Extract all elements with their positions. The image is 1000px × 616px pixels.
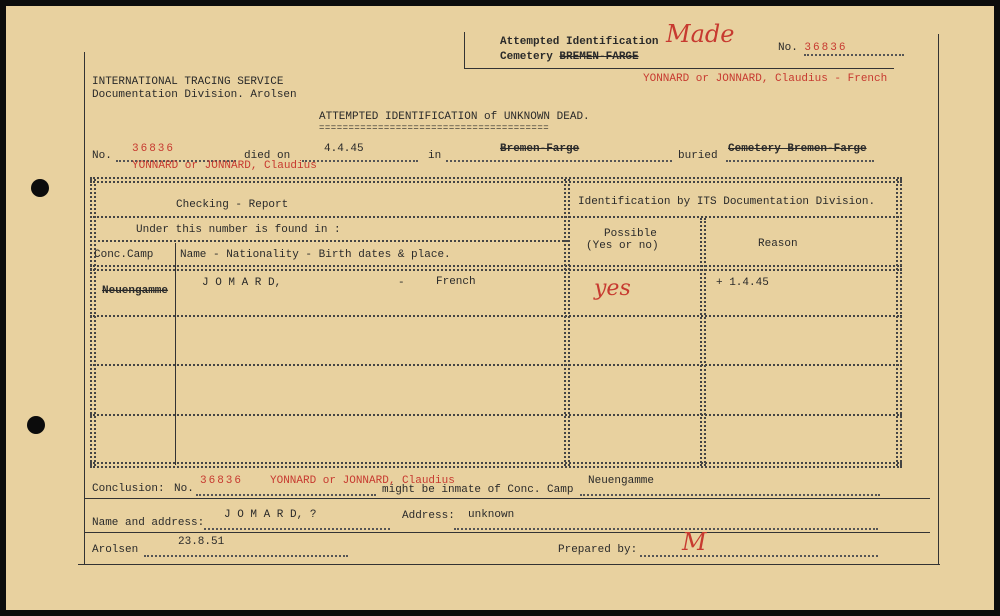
conclusion-camp-dots xyxy=(580,486,880,496)
address-label: Address: xyxy=(402,510,455,522)
table-right-border-2 xyxy=(900,179,902,466)
footer-city: Arolsen xyxy=(92,544,139,556)
table-reason-divider xyxy=(700,218,702,466)
header-no-label: No. xyxy=(778,42,798,54)
conclusion-label: Conclusion: xyxy=(92,483,165,495)
header-name-line: YONNARD or JONNARD, Claudius - French xyxy=(643,73,888,85)
document-title: ATTEMPTED IDENTIFICATION of UNKNOWN DEAD. xyxy=(319,111,590,123)
row-name: J O M A R D, xyxy=(202,277,282,289)
header-box-bottom xyxy=(464,68,894,69)
table-reason-divider-2 xyxy=(704,218,706,466)
table-mid-divider-2 xyxy=(568,179,570,466)
prepared-by-label: Prepared by: xyxy=(558,544,638,556)
under-number-header: Under this number is found in : xyxy=(136,224,341,236)
record-no-label: No. xyxy=(92,150,112,162)
frame-left-line xyxy=(84,52,85,564)
identification-header: Identification by ITS Documentation Division. xyxy=(578,196,876,208)
possible-header-sub: (Yes or no) xyxy=(586,240,659,252)
name-address-dots xyxy=(204,520,390,530)
title-underline: ======================================= xyxy=(319,123,550,133)
header-no-value: 36836 xyxy=(804,42,904,56)
table-colheader-divider xyxy=(90,265,902,267)
conclusion-name: YONNARD or JONNARD, Claudius xyxy=(270,475,455,487)
table-top-border xyxy=(90,177,902,179)
header-number-line xyxy=(778,42,904,56)
prepared-by-signature: M xyxy=(682,528,707,556)
address-dots xyxy=(454,520,878,530)
row-possible-handwritten: yes xyxy=(594,276,631,301)
conclusion-might-be: might be inmate of Conc. Camp xyxy=(382,484,574,496)
header-box-left xyxy=(464,32,465,68)
address-value: unknown xyxy=(468,509,515,521)
table-camp-col-divider xyxy=(175,243,176,465)
footer-date: 23.8.51 xyxy=(178,536,225,548)
row-nationality: French xyxy=(436,276,476,288)
record-buried-value: Cemetery Bremen-Farge xyxy=(728,143,867,155)
record-in-dots xyxy=(446,152,672,162)
col-camp-header: Conc.Camp xyxy=(94,249,154,261)
row-dash: - xyxy=(398,277,405,289)
record-no-value: 36836 xyxy=(132,143,176,155)
table-bottom-border-2 xyxy=(90,466,902,468)
table-row1-divider xyxy=(90,315,902,317)
row-reason: + 1.4.45 xyxy=(716,277,769,289)
table-row2-divider xyxy=(90,364,902,366)
name-address-value: J O M A R D, ? xyxy=(224,509,317,521)
conclusion-camp: Neuengamme xyxy=(588,475,655,487)
frame-right-line xyxy=(938,34,939,564)
address-separator xyxy=(84,532,930,533)
record-died-label: died on xyxy=(244,150,291,162)
header-cemetery-value: BREMEN-FARGE xyxy=(559,51,639,63)
footer-date-dots xyxy=(144,547,348,557)
possible-header: Possible xyxy=(604,228,657,240)
record-in-value: Bremen-Farge xyxy=(500,143,580,155)
record-died-dots xyxy=(302,152,418,162)
row-camp: Neuengamme xyxy=(102,285,169,297)
table-bottom-border xyxy=(90,462,902,464)
punch-hole-top xyxy=(31,179,49,197)
prepared-by-dots xyxy=(640,547,878,557)
document-card xyxy=(6,6,994,610)
table-mid-divider xyxy=(564,179,566,466)
record-died-value: 4.4.45 xyxy=(324,143,364,155)
table-header-divider xyxy=(90,216,902,218)
table-top-border-2 xyxy=(90,181,902,183)
header-cemetery-line xyxy=(500,51,639,63)
handwritten-made: Made xyxy=(666,20,735,48)
record-name-below: YONNARD or JONNARD, Claudius xyxy=(132,160,317,172)
reason-header: Reason xyxy=(758,238,798,250)
table-row3-divider xyxy=(90,414,902,416)
conclusion-separator xyxy=(84,498,930,499)
table-left-border-2 xyxy=(94,179,96,466)
record-in-label: in xyxy=(428,150,442,162)
org-name: INTERNATIONAL TRACING SERVICE xyxy=(92,76,284,88)
table-left-border xyxy=(90,179,92,466)
header-cemetery-label: Cemetery xyxy=(500,51,553,63)
conclusion-no-dots xyxy=(196,486,376,496)
table-right-border xyxy=(896,179,898,466)
frame-bottom-line xyxy=(78,564,940,565)
conclusion-no-label: No. xyxy=(174,483,194,495)
header-attempted-identification: Attempted Identification xyxy=(500,36,659,48)
org-division: Documentation Division. Arolsen xyxy=(92,89,297,101)
col-name-header: Name - Nationality - Birth dates & place. xyxy=(180,249,451,261)
name-address-label: Name and address: xyxy=(92,517,205,529)
checking-report-header: Checking - Report xyxy=(176,199,289,211)
table-subheader-divider xyxy=(90,240,568,242)
punch-hole-bottom xyxy=(27,416,45,434)
record-buried-dots xyxy=(726,152,874,162)
conclusion-no-value: 36836 xyxy=(200,475,244,487)
table-colheader-divider-2 xyxy=(90,269,902,271)
record-buried-label: buried xyxy=(678,150,718,162)
